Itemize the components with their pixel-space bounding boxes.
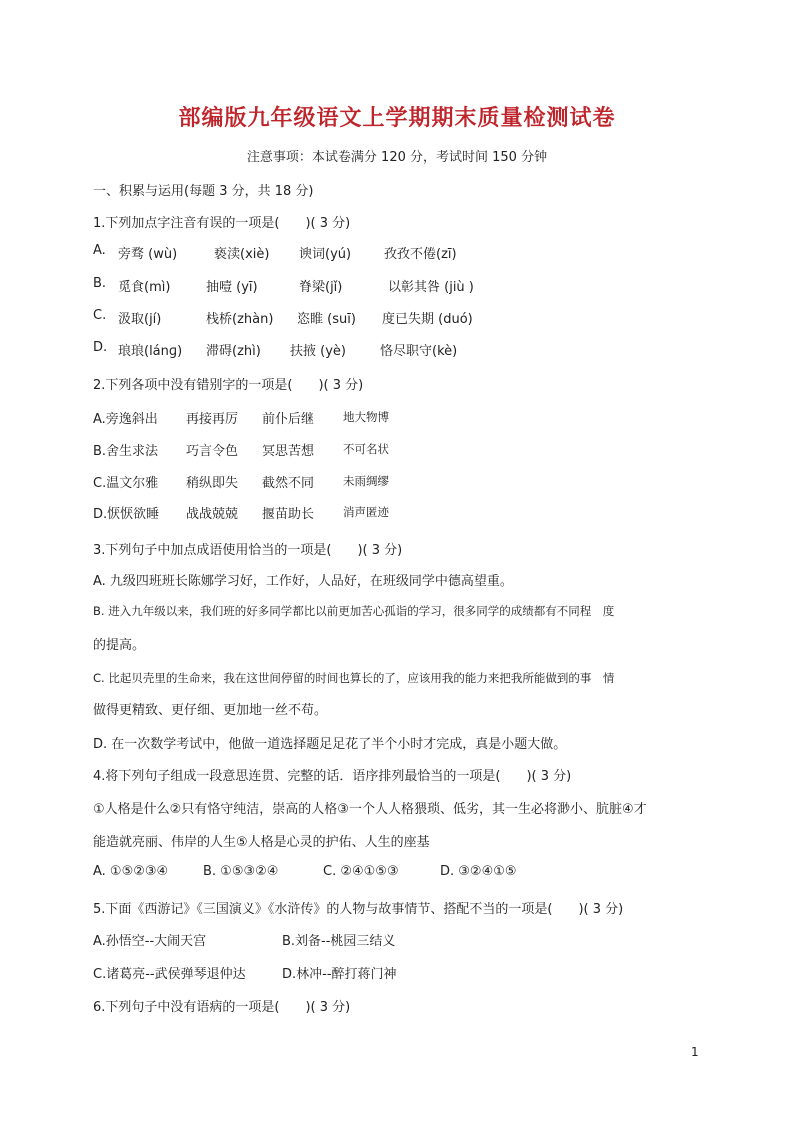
question-4-stem: 4.将下列句子组成一段意思连贯、完整的话．语序排列最恰当的一项是( )( 3 分) — [93, 769, 572, 784]
exam-page: 部编版九年级语文上学期期末质量检测试卷 注意事项：本试卷满分 120 分，考试时间 150 分钟 一、积累与运用(每题 3 分，共 18 分) 1.下列加点字注音有误的一项是( )( 3 分) A. 旁骛 (wù) 亵渎(xiè) 谀词(yú) 孜孜不倦(zī) B. 觅食(mì) 抽噎 (yī) 脊梁(jǐ) 以彰其咎 (jiù ) C. 汲取(jí) 栈桥(zhàn) 恣睢 (suī) 度已失期 (duó) D. 琅琅(lánɡ) 滞碍(zhì) 扶掖 (yè) 恪尽职守(kè) 2.下列各项中没有错别字的一项是( )( 3 分) A.旁逸斜出 再接再厉 前仆后继 地大物博 B.舍生求法 巧言令色 冥思苦想 不可名状 C.温文尔雅 稍纵即失 截然不同 未雨绸缪 D.恹恹欲睡 战战兢兢 揠苗助长 消声匿迹 3.下列句子中加点成语使用恰当的一项是( )( 3 分) A. 九级四班班长陈娜学习好，工作好，人品好，在班级同学中德高望重。 B. 进入九年级以来，我们班的好多同学都比以前更加苦心孤诣的学习，很多同学的成绩都有不同程 度 的提高。 C. 比起贝壳里的生命来，我在这世间停留的时间也算长的了，应该用我的能力来把我所能做到的事 情 做得更精致、更仔细、更加地一丝不苟。 D. 在一次数学考试中，他做一道选择题足足花了半个小时才完成，真是小题大做。 4.将下列句子组成一段意思连贯、完整的话．语序排列最恰当的一项是( )( 3 分) ①人格是什么②只有恪守纯洁，崇高的人格③一个人人格猥琐、低劣，其一生必将渺小、肮脏④才 能造就亮丽、伟岸的人生⑤人格是心灵的护佑、人生的座基 A. ①⑤②③④ B. ①⑤③②④ C. ②④①⑤③ D. ③②④①⑤ 5.下面《西游记》《三国演义》《水浒传》的人物与故事情节、搭配不当的一项是( )( 3 分) A.孙悟空--大闹天宫 B.刘备--桃园三结义 C.诸葛亮--武侯弹琴退仲达 D.林冲--醉打蒋门神 6.下列句子中没有语病的一项是( )( 3 分) 1 — [0, 0, 794, 1123]
question-3-stem: 3.下列句子中加点成语使用恰当的一项是( )( 3 分) — [93, 543, 403, 558]
question-1-stem: 1.下列加点字注音有误的一项是( )( 3 分) — [93, 216, 351, 231]
question-3-option-b-line1: B. 进入九年级以来，我们班的好多同学都比以前更加苦心孤诣的学习，很多同学的成绩都有不同程 度 — [93, 604, 615, 618]
question-3-option-c-line2: 做得更精致、更仔细、更加地一丝不苟。 — [93, 703, 328, 718]
question-3-option-b-line2: 的提高。 — [93, 638, 146, 653]
question-6-stem: 6.下列句子中没有语病的一项是( )( 3 分) — [93, 1000, 351, 1015]
question-5-option-c: C.诸葛亮--武侯弹琴退仲达 — [93, 967, 246, 982]
question-5-option-b: B.刘备--桃园三结义 — [282, 934, 396, 949]
exam-title: 部编版九年级语文上学期期末质量检测试卷 — [178, 105, 616, 131]
question-3-option-a: A. 九级四班班长陈娜学习好，工作好，人品好，在班级同学中德高望重。 — [93, 574, 513, 589]
page-number: 1 — [691, 1045, 699, 1059]
exam-notice: 注意事项：本试卷满分 120 分，考试时间 150 分钟 — [246, 150, 548, 165]
question-3-option-c-line1: C. 比起贝壳里的生命来，我在这世间停留的时间也算长的了，应该用我的能力来把我所能做到的事 情 — [93, 671, 615, 685]
question-5-option-d: D.林冲--醉打蒋门神 — [282, 967, 397, 982]
question-5-option-a: A.孙悟空--大闹天宫 — [93, 934, 207, 949]
question-2-stem: 2.下列各项中没有错别字的一项是( )( 3 分) — [93, 378, 364, 393]
section-heading: 一、积累与运用(每题 3 分，共 18 分) — [93, 184, 314, 199]
question-4-body-line2: 能造就亮丽、伟岸的人生⑤人格是心灵的护佑、人生的座基 — [93, 835, 430, 850]
question-3-option-d: D. 在一次数学考试中，他做一道选择题足足花了半个小时才完成，真是小题大做。 — [93, 737, 567, 752]
question-4-body-line1: ①人格是什么②只有恪守纯洁，崇高的人格③一个人人格猥琐、低劣，其一生必将渺小、肮脏④才 — [93, 802, 647, 817]
question-5-stem: 5.下面《西游记》《三国演义》《水浒传》的人物与故事情节、搭配不当的一项是( )( 3 分) — [93, 902, 624, 917]
